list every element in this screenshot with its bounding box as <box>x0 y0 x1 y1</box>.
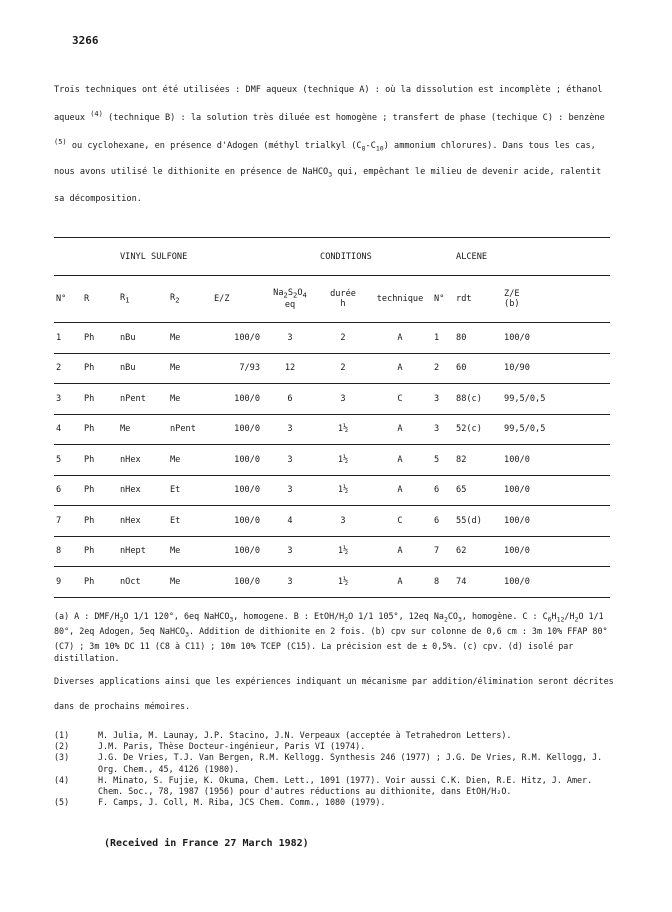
cell-eq: 3 <box>262 536 318 567</box>
cell-r1: nHex <box>118 506 168 537</box>
cell-r: Ph <box>82 445 118 476</box>
table-footnotes: (a) A : DMF/$H_2O$ 1/1 120°, 6eq NaHCO$_3$, homogene. B : EtOH/$H_2O$ 1/1 105°, 12eq $Na_2CO_3$, homogène. C : $C_6H_{12}/H_2O$ 1/1 80°, 2eq Adogen, 5eq NaHCO$_3$. Addition de dithionite en 2 fois. (b) cpv sur colonne de 0,6 cm : 3m 10% FFAP 80° (C7) ; 3m 10% DC 11 (C8 à C11) ; 10m 10% TCEP (C15). La précision est de ± 0,5%. (c) cpv. (d) isolé par distillation. <box>54 611 608 663</box>
cell-r: Ph <box>82 353 118 384</box>
intro-paragraph: Trois techniques ont été utilisées : DMF aqueux (technique A) : où la dissolution est incomplète ; éthanol aqueux $^{(4)}$ (technique B) : la solution très diluée est homogène ; transfert de phase (techique C) : benzène $^{(5)}$ ou cyclohexane, en présence d'Adogen (méthyl trialkyl $(C_8-C_{10})$ ammonium chlorures). Dans tous les cas, nous avons utilisé le dithionite en présence de NaHCO$_3$ qui, empêchant le milieu de devenir acide, ralentit sa décomposition. <box>54 85 605 205</box>
page-number: 3266 <box>72 34 99 47</box>
cell-technique: A <box>368 323 432 354</box>
cell-no2: 3 <box>432 414 454 445</box>
cell-r2: Me <box>168 536 212 567</box>
reference-number: (5) <box>54 797 70 808</box>
cell-no: 1 <box>54 323 82 354</box>
cell-eq: 3 <box>262 567 318 598</box>
cell-rdt: 65 <box>454 475 502 506</box>
cell-no2: 7 <box>432 536 454 567</box>
cell-r: Ph <box>82 536 118 567</box>
cell-no2: 1 <box>432 323 454 354</box>
cell-ez: 100/0 <box>212 475 262 506</box>
cell-duree: 3 <box>318 506 368 537</box>
cell-rdt: 82 <box>454 445 502 476</box>
cell-no: 5 <box>54 445 82 476</box>
cell-duree: 1½ <box>318 414 368 445</box>
reference-item <box>54 775 622 797</box>
cell-eq: 3 <box>262 445 318 476</box>
cell-duree: 1½ <box>318 536 368 567</box>
reference-item <box>54 730 622 741</box>
cell-r: Ph <box>82 323 118 354</box>
col-ze: Z/E (b) <box>502 276 610 323</box>
cell-technique: A <box>368 445 432 476</box>
cell-no2: 3 <box>432 384 454 415</box>
table-row <box>54 506 610 537</box>
cell-eq: 3 <box>262 414 318 445</box>
table-group-header <box>54 238 610 276</box>
cell-rdt: 55(d) <box>454 506 502 537</box>
cell-r1: nHept <box>118 536 168 567</box>
cell-eq: 4 <box>262 506 318 537</box>
cell-r2: Me <box>168 353 212 384</box>
cell-r1: nOct <box>118 567 168 598</box>
cell-r1: nHex <box>118 475 168 506</box>
col-duree: durée h <box>318 276 368 323</box>
cell-eq: 3 <box>262 323 318 354</box>
cell-rdt: 80 <box>454 323 502 354</box>
reference-number: (2) <box>54 741 70 752</box>
cell-technique: C <box>368 384 432 415</box>
reference-text: J.M. Paris, Thèse Docteur-ingénieur, Paris VI (1974). <box>98 741 366 752</box>
cell-eq: 6 <box>262 384 318 415</box>
table-row <box>54 384 610 415</box>
cell-r1: nBu <box>118 353 168 384</box>
cell-r: Ph <box>82 567 118 598</box>
cell-ez: 7/93 <box>212 353 262 384</box>
col-no2: N° <box>432 276 454 323</box>
cell-technique: A <box>368 353 432 384</box>
cell-rdt: 62 <box>454 536 502 567</box>
table-row <box>54 445 610 476</box>
table-row <box>54 567 610 598</box>
cell-ze: 100/0 <box>502 536 610 567</box>
cell-r2: Me <box>168 384 212 415</box>
reference-number: (3) <box>54 752 70 763</box>
col-rdt: rdt <box>454 276 502 323</box>
cell-rdt: 52(c) <box>454 414 502 445</box>
table-column-header <box>54 276 610 323</box>
reference-text: J.G. De Vries, T.J. Van Bergen, R.M. Kellogg. Synthesis 246 (1977) ; J.G. De Vries, R.M. Kellogg, J. Org. Chem., 45, 4126 (1980). <box>98 752 603 774</box>
cell-eq: 12 <box>262 353 318 384</box>
table-row <box>54 536 610 567</box>
cell-technique: A <box>368 567 432 598</box>
cell-no2: 8 <box>432 567 454 598</box>
cell-ze: 100/0 <box>502 506 610 537</box>
cell-r1: nBu <box>118 323 168 354</box>
cell-r2: Et <box>168 506 212 537</box>
group-alcene: ALCENE <box>454 238 610 276</box>
results-table <box>54 237 610 598</box>
cell-ez: 100/0 <box>212 445 262 476</box>
cell-r2: Me <box>168 323 212 354</box>
applications-paragraph: Diverses applications ainsi que les expériences indiquant un mécanisme par addition/élimination seront décrites dans de prochains mémoires. <box>54 676 614 711</box>
reference-item <box>54 741 622 752</box>
cell-rdt: 88(c) <box>454 384 502 415</box>
table-row <box>54 353 610 384</box>
col-na2s2o4: $Na_2S_2O_4$ eq <box>262 276 318 323</box>
cell-no2: 6 <box>432 506 454 537</box>
cell-duree: 1½ <box>318 445 368 476</box>
cell-r1: nPent <box>118 384 168 415</box>
cell-technique: A <box>368 536 432 567</box>
reference-item <box>54 752 622 774</box>
table-body <box>54 323 610 598</box>
cell-rdt: 74 <box>454 567 502 598</box>
cell-eq: 3 <box>262 475 318 506</box>
cell-ez: 100/0 <box>212 384 262 415</box>
cell-duree: 1½ <box>318 567 368 598</box>
cell-technique: C <box>368 506 432 537</box>
cell-ez: 100/0 <box>212 536 262 567</box>
reference-number: (4) <box>54 774 70 785</box>
cell-r2: Me <box>168 567 212 598</box>
cell-duree: 2 <box>318 353 368 384</box>
col-r1: $R_1$ <box>118 276 168 323</box>
cell-r: Ph <box>82 414 118 445</box>
cell-ez: 100/0 <box>212 567 262 598</box>
col-r: R <box>82 276 118 323</box>
cell-no: 7 <box>54 506 82 537</box>
cell-no2: 6 <box>432 475 454 506</box>
reference-text: H. Minato, S. Fujie, K. Okuma, Chem. Lett., 1091 (1977). Voir aussi C.K. Dien, R.E. Hitz, J. Amer. Chem. Soc., 78, 1987 (1956) pour d'autres réductions au dithionite, dans EtOH/H₂O. <box>98 774 593 797</box>
group-conditions: CONDITIONS <box>318 238 432 276</box>
reference-text: F. Camps, J. Coll, M. Riba, JCS Chem. Comm., 1080 (1979). <box>98 797 386 808</box>
reference-text: M. Julia, M. Launay, J.P. Stacino, J.N. Verpeaux (acceptée à Tetrahedron Letters). <box>98 730 512 740</box>
received-date: (Received in France 27 March 1982) <box>104 838 309 849</box>
cell-technique: A <box>368 414 432 445</box>
cell-ez: 100/0 <box>212 323 262 354</box>
cell-ze: 100/0 <box>502 445 610 476</box>
reference-item <box>54 797 622 808</box>
cell-r: Ph <box>82 475 118 506</box>
col-r2: $R_2$ <box>168 276 212 323</box>
cell-no: 6 <box>54 475 82 506</box>
cell-r: Ph <box>82 506 118 537</box>
cell-ez: 100/0 <box>212 506 262 537</box>
cell-ze: 99,5/0,5 <box>502 414 610 445</box>
cell-no: 9 <box>54 567 82 598</box>
cell-no: 2 <box>54 353 82 384</box>
cell-r2: Et <box>168 475 212 506</box>
cell-r: Ph <box>82 384 118 415</box>
reference-number: (1) <box>54 730 70 740</box>
col-technique: technique <box>368 276 432 323</box>
cell-no: 3 <box>54 384 82 415</box>
cell-r1: Me <box>118 414 168 445</box>
cell-ze: 99,5/0,5 <box>502 384 610 415</box>
cell-ez: 100/0 <box>212 414 262 445</box>
cell-no: 4 <box>54 414 82 445</box>
cell-technique: A <box>368 475 432 506</box>
cell-rdt: 60 <box>454 353 502 384</box>
cell-no2: 2 <box>432 353 454 384</box>
cell-ze: 100/0 <box>502 567 610 598</box>
cell-r2: Me <box>168 445 212 476</box>
col-ez: E/Z <box>212 276 262 323</box>
cell-r1: nHex <box>118 445 168 476</box>
cell-duree: 2 <box>318 323 368 354</box>
cell-duree: 1½ <box>318 475 368 506</box>
table-row <box>54 323 610 354</box>
table-row <box>54 475 610 506</box>
group-vinyl-sulfone: VINYL SULFONE <box>118 238 262 276</box>
cell-duree: 3 <box>318 384 368 415</box>
table-row <box>54 414 610 445</box>
cell-no2: 5 <box>432 445 454 476</box>
col-no: N° <box>54 276 82 323</box>
cell-no: 8 <box>54 536 82 567</box>
cell-r2: nPent <box>168 414 212 445</box>
references-list <box>54 730 622 808</box>
cell-ze: 100/0 <box>502 475 610 506</box>
cell-ze: 100/0 <box>502 323 610 354</box>
cell-ze: 10/90 <box>502 353 610 384</box>
